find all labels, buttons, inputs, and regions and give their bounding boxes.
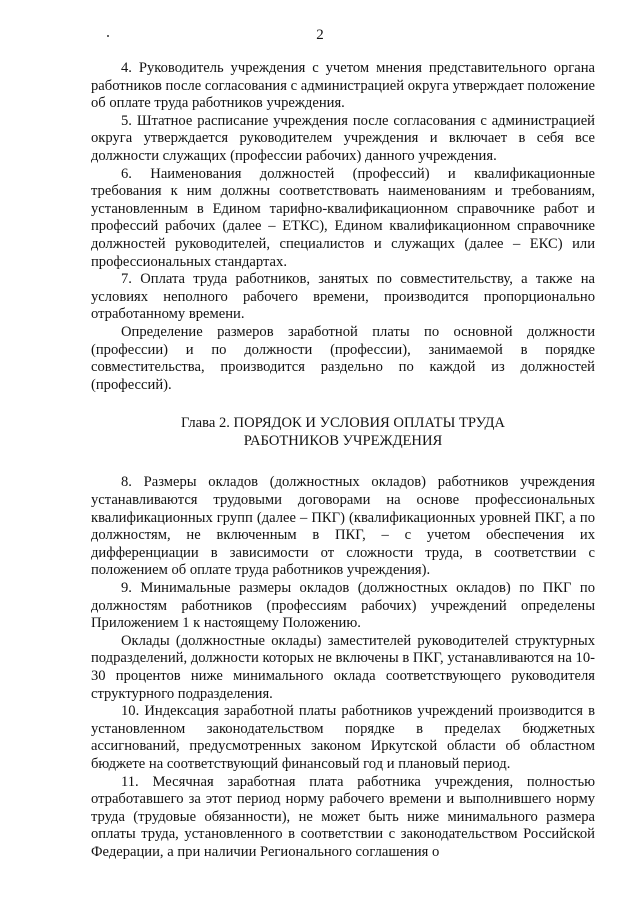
paragraph-10: 10. Индексация заработной платы работников учреждений производится в установленном законодательством порядке в пределах бюджетных ассигнований, предусмотренных законом Иркутской области об областном бюджете на соответствующий финансовый год и плановый период. bbox=[91, 703, 595, 772]
chapter-heading-line-1: Глава 2. ПОРЯДОК И УСЛОВИЯ ОПЛАТЫ ТРУДА bbox=[181, 415, 505, 432]
page-number: 2 bbox=[316, 27, 324, 43]
paragraph-9: 9. Минимальные размеры окладов (должностных окладов) по ПКГ по должностям работников (профессиям рабочих) учреждений определены Приложением 1 к настоящему Положению. bbox=[91, 580, 595, 632]
paragraph-6: 6. Наименования должностей (профессий) и квалификационные требования к ним должны соответствовать наименованиям и требованиям, установленным в Едином тарифно-квалификационном справочнике работ и профессий рабочих (далее – ЕТКС), Едином квалификационном справочнике должностей руководителей, специалистов и служащих (далее – ЕКС) или профессиональных стандартах. bbox=[91, 165, 595, 270]
paragraph-7: 7. Оплата труда работников, занятых по совместительству, а также на условиях неполного рабочего времени, производится пропорционально отработанному времени. bbox=[91, 271, 595, 323]
paragraph-11: 11. Месячная заработная плата работника учреждения, полностью отработавшего за этот период норму рабочего времени и выполнившего норму труда (трудовые обязанности), не может быть ниже минимального размера оплаты труда, установленного в соответствии с законодательством Российской Федерации, а при наличии Регионального соглашения о bbox=[91, 773, 595, 860]
paragraph-5: 5. Штатное расписание учреждения после согласования с администрацией округа утверждается руководителем учреждения и включает в себя все должности служащих (профессии рабочих) данного учреждения. bbox=[91, 112, 595, 164]
paragraph-8: 8. Размеры окладов (должностных окладов) работников учреждения устанавливаются трудовыми договорами на основе профессиональных квалификационных групп (далее – ПКГ) (квалификационных уровней ПКГ, а по должностям, не включенным в ПКГ, – с учетом обеспечения их дифференциации в зависимости от сложности труда, в соответствии с положением об оплате труда работников учреждения). bbox=[91, 474, 595, 579]
chapter-heading-line-2: РАБОТНИКОВ УЧРЕЖДЕНИЯ bbox=[243, 432, 443, 449]
chapter-heading bbox=[91, 415, 595, 450]
document-body bbox=[91, 60, 595, 862]
paragraph-9-continued: Оклады (должностные оклады) заместителей руководителей структурных подразделений, должности которых не включены в ПКГ, устанавливаются на 10-30 процентов ниже минимального оклада соответствующего руководителя структурного подразделения. bbox=[91, 632, 595, 702]
paragraph-7-continued: Определение размеров заработной платы по основной должности (профессии) и по должности (профессии), занимаемой в порядке совместительства, производится раздельно по каждой из должностей (профессий). bbox=[91, 323, 595, 393]
paragraph-4: 4. Руководитель учреждения с учетом мнения представительного органа работников после согласования с администрацией округа утверждает положение об оплате труда работников учреждения. bbox=[91, 60, 595, 112]
